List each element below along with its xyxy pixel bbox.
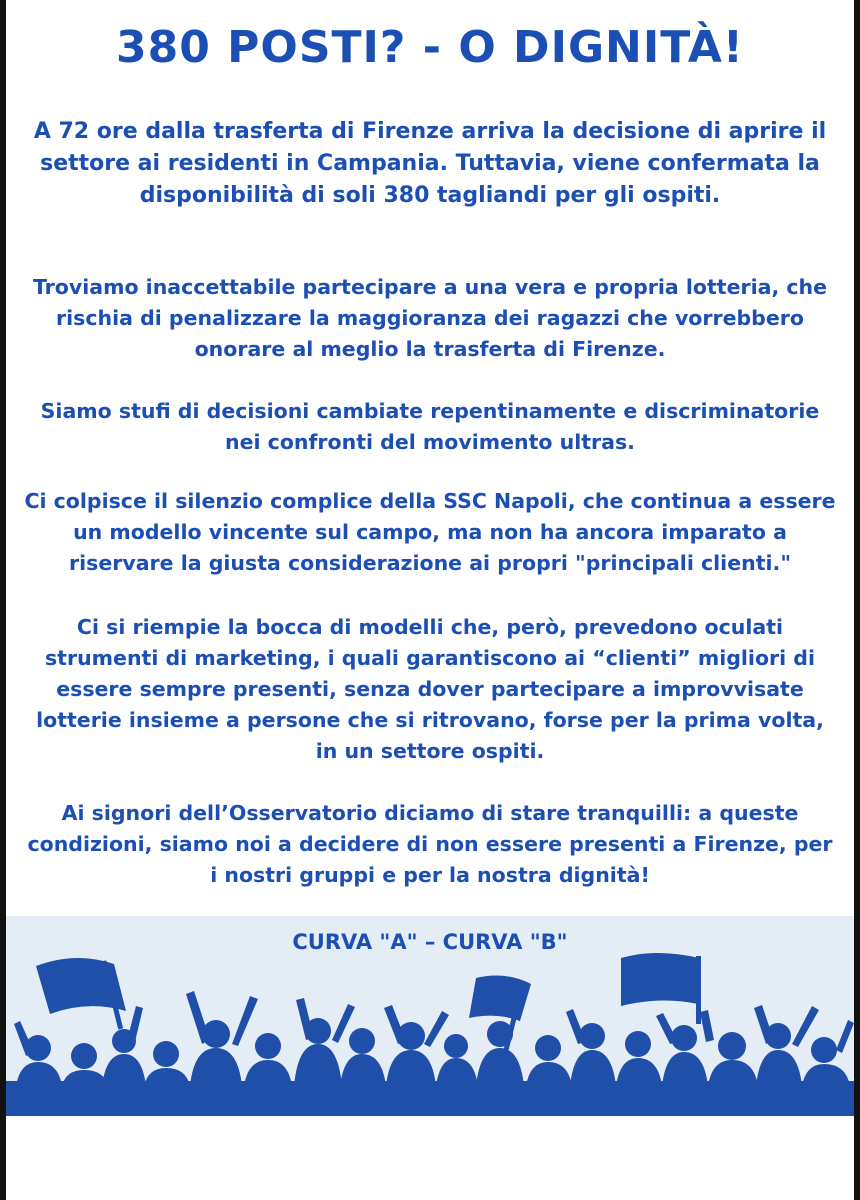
paragraph-lottery: Troviamo inaccettabile partecipare a una vera e propria lotteria, che rischia di penalizzare la maggioranza dei ragazzi che vorrebbero onorare al meglio la trasferta di Firenze. — [32, 275, 828, 361]
bottom-blank-area — [6, 1116, 854, 1200]
paragraph-ssc-napoli: Ci colpisce il silenzio complice della SSC Napoli, che continua a essere un modello vincente sul campo, ma non ha ancora imparato a riservare la giusta considerazione ai propri "principali clienti." — [24, 489, 836, 575]
flyer-sheet — [6, 0, 854, 1200]
paragraph-osservatorio: Ai signori dell’Osservatorio diciamo di stare tranquilli: a queste condizioni, siamo noi a decidere di non essere presenti a Firenze, per i nostri gruppi e per la nostra dignità! — [27, 801, 833, 887]
flag-center — [469, 976, 531, 1021]
flag-right — [621, 953, 699, 1006]
crowd-banner — [6, 916, 854, 1116]
flyer-title: 380 POSTI? - O DIGNITÀ! — [116, 22, 744, 73]
paragraph-marketing: Ci si riempie la bocca di modelli che, però, prevedono oculati strumenti di marketing, i quali garantiscono ai “clienti” migliori di essere sempre presenti, senza dover partecipare a improvvisate lotterie insieme a persone che si ritrovano, forse per la prima volta, in un settore ospiti. — [36, 615, 824, 763]
signature-curva: CURVA "A" – CURVA "B" — [292, 930, 568, 954]
lead-paragraph: A 72 ore dalla trasferta di Firenze arriva la decisione di aprire il settore ai residenti in Campania. Tuttavia, viene confermata la disponibilità di soli 380 tagliandi per gli ospiti. — [33, 119, 827, 208]
paragraph-decisions: Siamo stufi di decisioni cambiate repentinamente e discriminatorie nei confronti del movimento ultras. — [40, 399, 820, 454]
right-dark-border — [854, 0, 860, 1200]
crowd-base — [6, 1081, 854, 1116]
